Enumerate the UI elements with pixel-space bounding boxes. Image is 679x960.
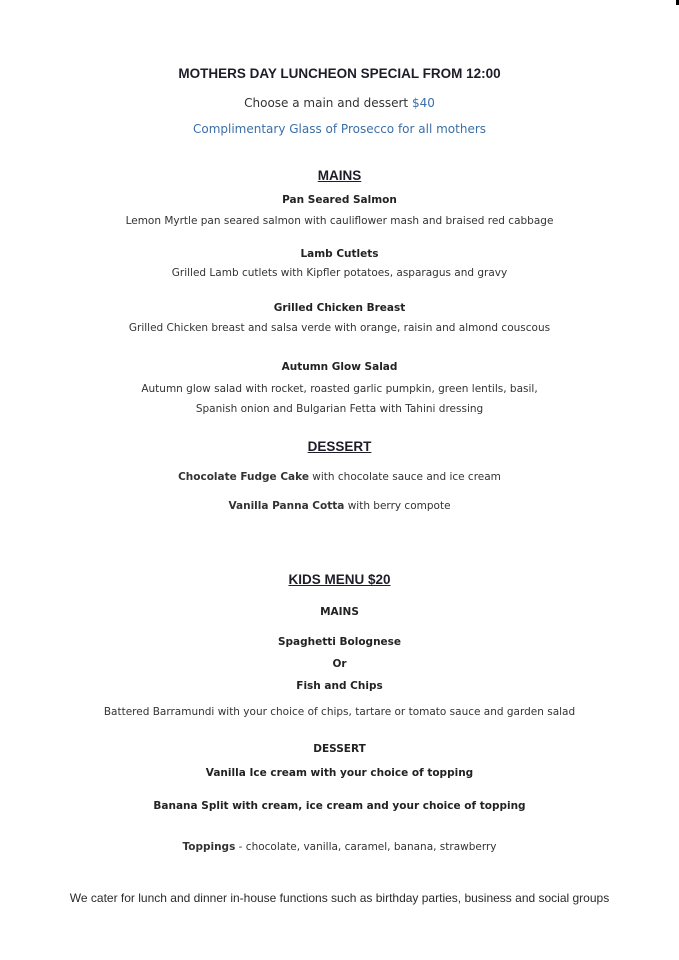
kids-fish: Fish and Chips bbox=[296, 680, 383, 692]
mains-item-2-desc: Grilled Lamb cutlets with Kipfler potatoes, asparagus and gravy bbox=[171, 267, 508, 279]
mains-item-4-name: Autumn Glow Salad bbox=[281, 361, 398, 373]
dessert-item-1-name: Chocolate Fudge Cake bbox=[178, 471, 309, 483]
dessert-heading: DESSERT bbox=[307, 439, 372, 454]
mains-heading: MAINS bbox=[317, 168, 362, 183]
mains-item-3-name: Grilled Chicken Breast bbox=[273, 302, 406, 314]
mains-item-3-desc: Grilled Chicken breast and salsa verde with orange, raisin and almond couscous bbox=[128, 322, 551, 334]
choose-line bbox=[0, 96, 679, 111]
mains-item-1-name: Pan Seared Salmon bbox=[282, 194, 397, 206]
mains-item-1-desc: Lemon Myrtle pan seared salmon with cauliflower mash and braised red cabbage bbox=[125, 215, 554, 227]
kids-spaghetti: Spaghetti Bolognese bbox=[277, 636, 402, 648]
footer-text: We cater for lunch and dinner in-house functions such as birthday parties, business and social groups bbox=[69, 891, 610, 905]
mains-item-4-desc: Autumn glow salad with rocket, roasted garlic pumpkin, green lentils, basil, bbox=[141, 383, 538, 395]
price: $40 bbox=[411, 96, 435, 110]
kids-mains-heading: MAINS bbox=[320, 606, 359, 618]
kids-fish-desc: Battered Barramundi with your choice of chips, tartare or tomato sauce and garden salad bbox=[103, 706, 576, 718]
dessert-item-1-desc: with chocolate sauce and ice cream bbox=[308, 471, 501, 483]
kids-dessert-item-2: Banana Split with cream, ice cream and your choice of topping bbox=[153, 800, 526, 812]
mains-item-2-name: Lamb Cutlets bbox=[300, 248, 379, 260]
complimentary-note: Complimentary Glass of Prosecco for all mothers bbox=[192, 122, 487, 136]
toppings-line bbox=[0, 841, 679, 854]
dessert-item-2-name: Vanilla Panna Cotta bbox=[228, 500, 345, 512]
toppings-list: - chocolate, vanilla, caramel, banana, strawberry bbox=[235, 841, 497, 853]
kids-or: Or bbox=[332, 658, 347, 670]
mains-item-4-desc-2: Spanish onion and Bulgarian Fetta with Tahini dressing bbox=[195, 403, 484, 415]
dessert-item-2-desc: with berry compote bbox=[344, 500, 451, 512]
page-title: MOTHERS DAY LUNCHEON SPECIAL FROM 12:00 bbox=[178, 66, 501, 81]
dessert-item-2 bbox=[0, 500, 679, 513]
kids-dessert-item-1: Vanilla Ice cream with your choice of topping bbox=[205, 767, 474, 779]
kids-menu-heading: KIDS MENU $20 bbox=[288, 572, 391, 587]
dessert-item-1 bbox=[0, 471, 679, 484]
choose-text: Choose a main and dessert bbox=[244, 96, 412, 110]
toppings-label: Toppings bbox=[182, 841, 236, 853]
kids-dessert-heading: DESSERT bbox=[313, 743, 366, 755]
